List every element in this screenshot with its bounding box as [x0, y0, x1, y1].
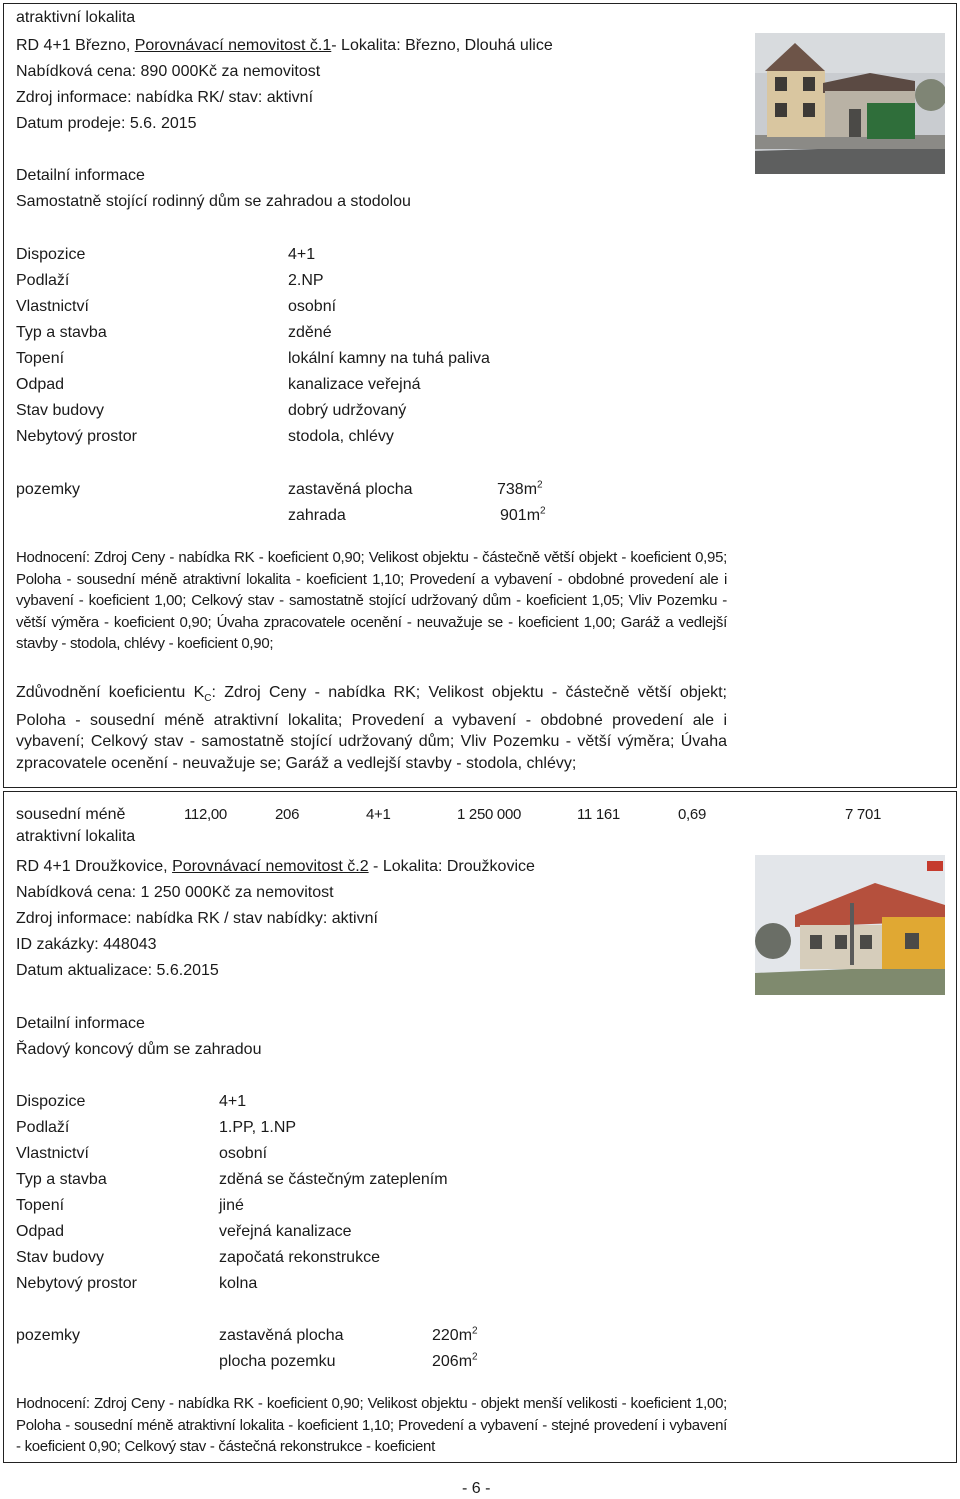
param-label: Podlaží — [16, 1119, 70, 1136]
listing1-title-link[interactable]: Porovnávací nemovitost č.1 — [134, 37, 332, 54]
top-fragment: atraktivní lokalita — [16, 9, 136, 26]
param-label: Odpad — [16, 1223, 65, 1240]
param-label: Vlastnictví — [16, 298, 89, 315]
land-label: zahrada — [288, 507, 346, 524]
param-label: Vlastnictví — [16, 1145, 89, 1162]
listing1-detail-heading: Detailní informace — [16, 167, 145, 184]
listing2-land-label: pozemky — [16, 1327, 81, 1344]
param-label: Topení — [16, 350, 65, 367]
land-value: $220m^2$ — [432, 1325, 478, 1344]
param-label: Typ a stavba — [16, 1171, 107, 1188]
listing1-source: Zdroj informace: nabídka RK/ stav: aktivní — [16, 89, 314, 106]
param-value: osobní — [288, 298, 337, 315]
land-value: $738m^2$ — [497, 479, 543, 498]
listing1-justification: Zdůvodnění koeficientu $K_C$: Zdroj Ceny - nabídka RK; Velikost objektu - částečně větší objekt; Poloha - sousední méně atraktivní lokalita; Provedení a vybavení - obdobné provedení ale i vybavení; Celkový stav - samostatně stojící udržovaný dům; Vliv Pozemku - větší výměra; Úvaha zpracovatele ocenění - neuvažuje se; Garáž a vedlejší stavby - stodola, chlévy; — [16, 684, 728, 772]
listing1-detail-text: Samostatně stojící rodinný dům se zahradou a stodolou — [16, 193, 411, 210]
listing2-title-prefix: RD 4+1 Droužkovice, — [16, 858, 173, 875]
param-label: Dispozice — [16, 246, 86, 263]
param-value: stodola, chlévy — [288, 428, 394, 445]
land-value: $206m^2$ — [432, 1351, 478, 1370]
param-label: Podlaží — [16, 272, 70, 289]
listing2-title-suffix: - Lokalita: Droužkovice — [368, 858, 535, 875]
listing2-update-date: Datum aktualizace: 5.6.2015 — [16, 962, 219, 979]
param-value: lokální kamny na tuhá paliva — [288, 350, 490, 367]
summary-land: 206 — [275, 806, 300, 823]
param-label: Stav budovy — [16, 1249, 105, 1266]
param-label: Stav budovy — [16, 402, 105, 419]
listing2-title — [16, 857, 535, 877]
page-number: - 6 - — [462, 1480, 491, 1497]
param-label: Nebytový prostor — [16, 1275, 137, 1292]
param-value: kolna — [219, 1275, 258, 1292]
param-value: 2.NP — [288, 272, 324, 289]
param-value: zděné — [288, 324, 332, 341]
summary-result: 7 701 — [845, 806, 882, 823]
land-label: plocha pozemku — [219, 1353, 336, 1370]
summary-price: 1 250 000 — [457, 806, 522, 823]
listing1-title — [16, 36, 553, 56]
listing2-price: Nabídková cena: 1 250 000Kč za nemovitost — [16, 884, 334, 901]
param-value: osobní — [219, 1145, 268, 1162]
param-label: Nebytový prostor — [16, 428, 137, 445]
listing1-evaluation: Hodnocení: Zdroj Ceny - nabídka RK - koeficient 0,90; Velikost objektu - částečně větší objekt - koeficient 0,95; Poloha - sousední méně atraktivní lokalita - koeficient 1,10; Provedení a vybavení - obdobné provedení ale i vybavení - koeficient 1,00; Celkový stav - samostatně stojící udržovaný dům - koeficient 1,05; Vliv Pozemku - větší výměra - koeficient 0,90; Úvaha zpracovatele ocenění - neuvažuje se - koeficient 1,00; Garáž a vedlejší stavby - stodola, chlévy - koeficient 0,90; — [16, 549, 727, 652]
summary-location-line1: sousední méně — [16, 806, 126, 823]
param-value: kanalizace veřejná — [288, 376, 421, 393]
param-value: jiné — [219, 1197, 244, 1214]
listing2-title-link[interactable]: Porovnávací nemovitost č.2 — [172, 858, 369, 875]
listing1-land-label: pozemky — [16, 481, 81, 498]
listing1-house-photo — [755, 33, 945, 174]
land-value: $901m^2$ — [500, 505, 546, 524]
param-value: dobrý udržovaný — [288, 402, 407, 419]
param-label: Dispozice — [16, 1093, 86, 1110]
summary-location-line2: atraktivní lokalita — [16, 828, 136, 845]
listing2-order-id: ID zakázky: 448043 — [16, 936, 157, 953]
listing1-title-prefix: RD 4+1 Březno, — [16, 37, 135, 54]
listing1-sale-date: Datum prodeje: 5.6. 2015 — [16, 115, 197, 132]
summary-unit-price: 11 161 — [577, 806, 620, 823]
listing2-source: Zdroj informace: nabídka RK / stav nabídky: aktivní — [16, 910, 378, 927]
listing2-detail-text: Řadový koncový dům se zahradou — [16, 1041, 262, 1058]
param-label: Typ a stavba — [16, 324, 107, 341]
listing2-house-photo — [755, 855, 945, 995]
param-value: 4+1 — [219, 1093, 247, 1110]
param-value: 4+1 — [288, 246, 316, 263]
param-value: 1.PP, 1.NP — [219, 1119, 297, 1136]
param-value: započatá rekonstrukce — [219, 1249, 380, 1266]
listing2-detail-heading: Detailní informace — [16, 1015, 145, 1032]
listing1-title-suffix: - Lokalita: Březno, Dlouhá ulice — [331, 37, 553, 54]
param-label: Odpad — [16, 376, 65, 393]
land-label: zastavěná plocha — [288, 481, 413, 498]
param-label: Topení — [16, 1197, 65, 1214]
param-value: zděná se částečným zateplením — [219, 1171, 448, 1188]
listing1-price: Nabídková cena: 890 000Kč za nemovitost — [16, 63, 321, 80]
summary-coef: 0,69 — [678, 806, 706, 823]
land-label: zastavěná plocha — [219, 1327, 344, 1344]
summary-layout: 4+1 — [366, 806, 391, 823]
summary-area: 112,00 — [184, 806, 227, 823]
listing2-evaluation: Hodnocení: Zdroj Ceny - nabídka RK - koeficient 0,90; Velikost objektu - objekt menší velikosti - koeficient 1,00; Poloha - sousední méně atraktivní lokalita - koeficient 1,10; Provedení a vybavení - stejné provedení i vybavení - koeficient 0,90; Celkový stav - částečná rekonstrukce - koeficient — [16, 1395, 727, 1455]
param-value: veřejná kanalizace — [219, 1223, 352, 1240]
